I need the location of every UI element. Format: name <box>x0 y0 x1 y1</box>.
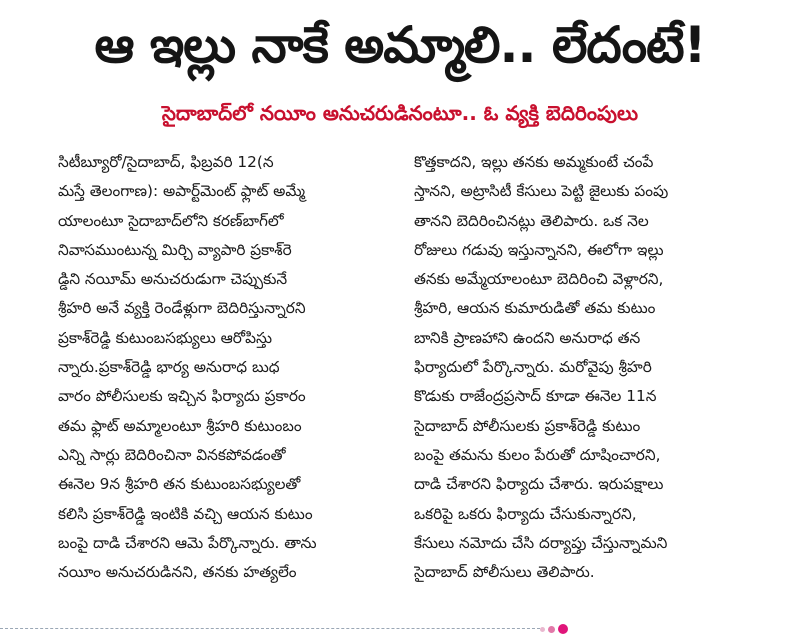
body-text-line: న్నారు.ప్రకాశ్‌రెడ్డి భార్య అనురాధ బుధ <box>58 358 280 377</box>
article-headline: ఆ ఇల్లు నాకే అమ్మాలి.. లేదంటే! <box>94 16 706 74</box>
body-text-line: కొత్తకాదని, ఇల్లు తనకు అమ్మకుంటే చంపే <box>414 153 654 171</box>
body-text-line: సిటీబ్యూరో/సైదాబాద్, ఫిబ్రవరి 12(న <box>58 153 274 171</box>
body-text-line: శ్రీహరి అనే వ్యక్తి రెండేళ్లుగా బెదిరిస్తున్నారని <box>58 299 306 318</box>
body-text-line: రోజులు గడువు ఇస్తున్నానని, ఈలోగా ఇల్లు <box>414 240 664 259</box>
page-indicator-dot <box>540 627 545 632</box>
body-text-line: నివాసముంటున్న మిర్చి వ్యాపారి ప్రకాశ్‌రె <box>58 240 292 259</box>
body-text-line: తమ ఫ్లాట్ అమ్మాలంటూ శ్రీహరి కుటుంబం <box>58 416 302 435</box>
body-text-line: స్తానని, అట్రాసిటీ కేసులు పెట్టి జైలుకు పంపు <box>414 182 669 201</box>
body-text-line: బంపై దాడి చేశారని ఆమె పేర్కొన్నారు. తాను <box>58 533 317 552</box>
body-text-line: ఒకరిపై ఒకరు ఫిర్యాదు చేసుకున్నారని, <box>414 504 637 523</box>
page-indicator-dot-active <box>558 624 568 634</box>
body-text-line: డ్డిని నయీమ్ అనుచరుడుగా చెప్పుకునే <box>58 270 288 289</box>
body-text-line: బానికి ప్రాణహాని ఉందని అనురాధ తన <box>414 328 641 347</box>
body-text-line: సైదాబాద్ పోలీసులు తెలిపారు. <box>414 563 595 582</box>
body-text-line: ప్రకాశ్‌రెడ్డి కుటుంబసభ్యులు ఆరోపిస్తు <box>58 328 273 347</box>
body-text-line: కొడుకు రాజేంద్రప్రసాద్ కూడా ఈనెల 11న <box>414 387 657 406</box>
body-text-line: మస్తే తెలంగాణ): అపార్ట్‌మెంట్ ఫ్లాట్ అమ్మే <box>58 182 306 201</box>
body-text-line: శ్రీహరి, ఆయన కుమారుడితో తమ కుటుం <box>414 299 656 318</box>
bottom-dashed-divider <box>0 628 540 629</box>
body-text-line: తనకు అమ్మేయాలంటూ బెదిరించి వెళ్లారని, <box>414 270 664 289</box>
body-text-line: సైదాబాద్ పోలీసులకు ప్రకాశ్‌రెడ్డి కుటుం <box>414 416 641 435</box>
body-text-line: కలిసి ప్రకాశ్‌రెడ్డి ఇంటికి వచ్చి ఆయన కుటుం <box>58 504 313 523</box>
page-indicator <box>540 624 568 634</box>
body-text-line: యాలంటూ సైదాబాద్‌లోని కరణ్‌బాగ్‌లో <box>58 211 284 230</box>
body-text-line: ఎన్ని సార్లు బెదిరించినా వినకపోవడంతో <box>58 445 286 464</box>
page-indicator-dot <box>548 626 555 633</box>
article-body-right-column <box>414 148 786 587</box>
body-text-line: దాడి చేశారని ఫిర్యాదు చేశారు. ఇరుపక్షాలు <box>414 475 664 494</box>
body-text-line: ఈనెల 9న శ్రీహరి తన కుటుంబసభ్యులతో <box>58 475 301 494</box>
body-text-line: తానని బెదిరించినట్లు తెలిపారు. ఒక నెల <box>414 211 649 230</box>
article-body-left-column <box>58 148 430 587</box>
body-text-line: కేసులు నమోదు చేసి దర్యాప్తు చేస్తున్నామని <box>414 533 668 552</box>
body-text-line: ఫిర్యాదులో పేర్కొన్నారు. మరోవైపు శ్రీహరి <box>414 358 652 377</box>
body-text-line: నయీం అనుచరుడినని, తనకు హత్యలేం <box>58 563 297 582</box>
article-subheadline: సైదాబాద్‌లో నయీం అనుచరుడినంటూ.. ఓ వ్యక్తి బెదిరింపులు <box>161 101 639 125</box>
body-text-line: బంపై తమను కులం పేరుతో దూషించారని, <box>414 445 661 464</box>
body-text-line: వారం పోలీసులకు ఇచ్చిన ఫిర్యాదు ప్రకారం <box>58 387 306 406</box>
